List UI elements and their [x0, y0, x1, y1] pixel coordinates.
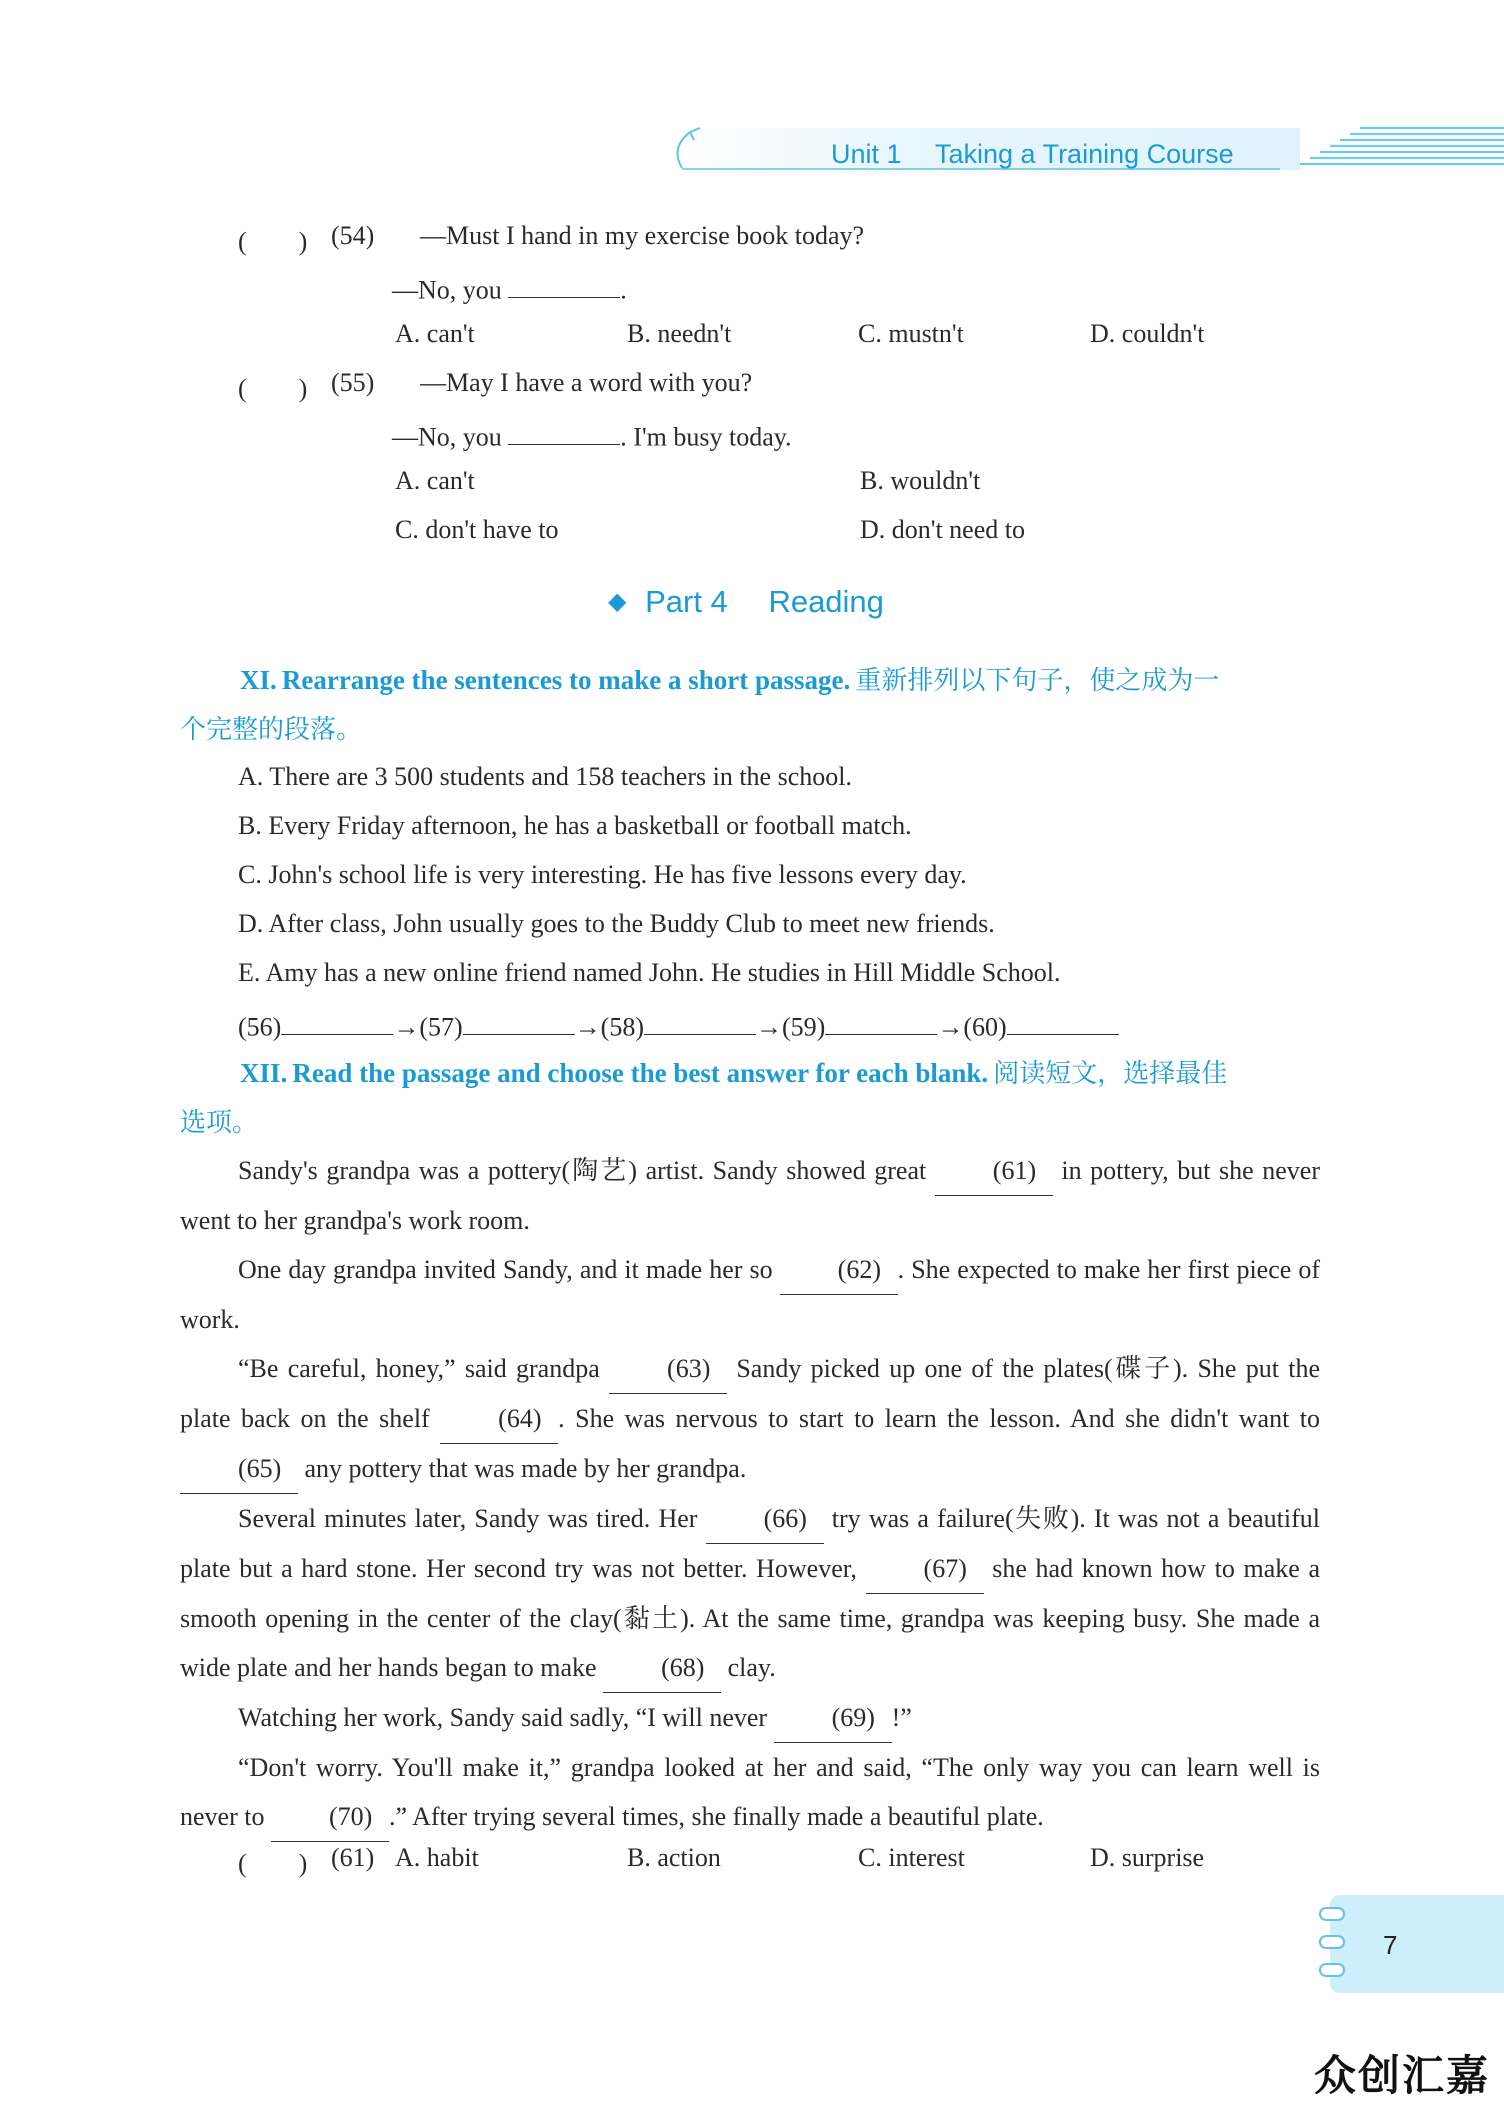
watermark: 众创汇嘉 — [1314, 2051, 1491, 2100]
diamond-icon: ◆ — [608, 588, 627, 615]
question-number: (55) — [331, 368, 375, 397]
instruction-chinese-cont: 个完整的段落。 — [180, 715, 363, 745]
passage-blank[interactable]: (67) — [866, 1544, 984, 1594]
section-numeral: XI. — [240, 665, 277, 695]
order-number: (57) — [419, 1012, 463, 1042]
instruction-english: Rearrange the sentences to make a short passage. — [281, 665, 851, 695]
page-number: 7 — [1383, 1930, 1398, 1960]
passage-blank[interactable]: (69) — [774, 1693, 892, 1743]
passage-blank[interactable]: (63) — [609, 1344, 727, 1394]
sentence-b: B. Every Friday afternoon, he has a basketball or football match. — [238, 811, 912, 840]
page-tab — [1330, 1895, 1504, 1993]
option-d[interactable]: D. couldn't — [1090, 319, 1205, 348]
passage-blank[interactable]: (62) — [780, 1245, 898, 1295]
option-a[interactable]: A. can't — [395, 319, 475, 348]
answer-bracket[interactable]: ( ) — [238, 227, 308, 256]
passage-paragraph: One day grandpa invited Sandy, and it made her so (62) . She expected to make her first piece of work. — [180, 1245, 1320, 1344]
answer-blank[interactable] — [508, 417, 620, 445]
arrow-icon: → — [393, 1012, 420, 1042]
option-c[interactable]: C. interest — [858, 1843, 965, 1872]
sentence-d: D. After class, John usually goes to the Buddy Club to meet new friends. — [238, 909, 995, 938]
question-text: —May I have a word with you? — [420, 368, 753, 397]
option-a[interactable]: A. habit — [395, 1843, 479, 1872]
passage-blank[interactable]: (70) — [271, 1792, 389, 1842]
order-number: (58) — [600, 1012, 644, 1042]
passage — [180, 1146, 1320, 1842]
answer-blank[interactable] — [508, 270, 620, 298]
sentence-c: C. John's school life is very interesting. He has five lessons every day. — [238, 860, 967, 889]
option-c[interactable]: C. don't have to — [395, 515, 559, 544]
reply-suffix: . I'm busy today. — [620, 422, 792, 452]
question-text: —Must I hand in my exercise book today? — [420, 221, 865, 250]
answer-bracket[interactable]: ( ) — [238, 1849, 308, 1878]
instruction-chinese: 重新排列以下句子，使之成为一 — [855, 666, 1220, 696]
section-instruction — [240, 1053, 1227, 1090]
question-number: (61) — [331, 1843, 375, 1872]
passage-paragraph: Sandy's grandpa was a pottery(陶艺) artist. Sandy showed great (61) in pottery, but she never went to her grandpa's work room. — [180, 1146, 1320, 1245]
sentence-a: A. There are 3 500 students and 158 teachers in the school. — [238, 762, 852, 791]
answer-bracket[interactable]: ( ) — [238, 374, 308, 403]
arrow-icon: → — [937, 1012, 964, 1042]
reply-line — [392, 270, 627, 305]
passage-paragraph: Several minutes later, Sandy was tired. Her (66) try was a failure(失败). It was not a beautiful plate but a hard stone. Her second try was not better. However, (67) she had known how to make a smooth opening in the center of the clay(黏土). At the same time, grandpa was keeping busy. She made a wide plate and her hands began to make (68) clay. — [180, 1494, 1320, 1693]
option-d[interactable]: D. surprise — [1090, 1843, 1205, 1872]
order-number: (60) — [963, 1012, 1007, 1042]
passage-blank[interactable]: (64) — [440, 1394, 558, 1444]
part-heading — [608, 584, 884, 620]
option-b[interactable]: B. needn't — [627, 319, 732, 348]
instruction-english: Read the passage and choose the best answer for each blank. — [292, 1058, 989, 1088]
option-a[interactable]: A. can't — [395, 466, 475, 495]
order-blank[interactable] — [825, 1007, 937, 1035]
order-number: (59) — [781, 1012, 826, 1042]
passage-blank[interactable]: (68) — [603, 1643, 721, 1693]
passage-blank[interactable]: (61) — [935, 1146, 1053, 1196]
reply-prefix: —No, you — [392, 275, 502, 305]
option-c[interactable]: C. mustn't — [858, 319, 964, 348]
part-name: Reading — [768, 584, 884, 619]
section-instruction — [240, 660, 1219, 697]
order-blank[interactable] — [644, 1007, 756, 1035]
option-b[interactable]: B. action — [627, 1843, 721, 1872]
passage-paragraph: “Don't worry. You'll make it,” grandpa looked at her and said, “The only way you can learn well is never to (70) .” After trying several times, she finally made a beautiful plate. — [180, 1743, 1320, 1842]
binder-rings-icon — [1318, 1902, 1348, 1986]
order-blank[interactable] — [281, 1007, 393, 1035]
reply-line — [392, 417, 792, 452]
option-b[interactable]: B. wouldn't — [860, 466, 981, 495]
passage-paragraph: “Be careful, honey,” said grandpa (63) Sandy picked up one of the plates(碟子). She put the plate back on the shelf (64) . She was nervous to start to learn the lesson. And she didn't want to (65) any pottery that was made by her grandpa. — [180, 1344, 1320, 1494]
section-numeral: XII. — [240, 1058, 288, 1088]
sentence-e: E. Amy has a new online friend named John. He studies in Hill Middle School. — [238, 958, 1061, 987]
header-title: Taking a Training Course — [935, 139, 1234, 169]
order-blank[interactable] — [463, 1007, 575, 1035]
arrow-icon: → — [574, 1012, 601, 1042]
part-label: Part 4 — [645, 584, 728, 619]
passage-blank[interactable]: (65) — [180, 1444, 298, 1494]
reply-suffix: . — [620, 275, 627, 305]
passage-blank[interactable]: (66) — [706, 1494, 824, 1544]
question-number: (54) — [331, 221, 375, 250]
instruction-chinese: 阅读短文，选择最佳 — [993, 1059, 1228, 1089]
arrow-icon: → — [755, 1012, 782, 1042]
reply-prefix: —No, you — [392, 422, 502, 452]
order-blank[interactable] — [1007, 1007, 1119, 1035]
header-unit: Unit 1 — [831, 139, 902, 169]
option-d[interactable]: D. don't need to — [860, 515, 1025, 544]
instruction-chinese-cont: 选项。 — [180, 1108, 259, 1138]
passage-paragraph: Watching her work, Sandy said sadly, “I will never (69) !” — [180, 1693, 1320, 1743]
order-answer-row — [238, 1007, 1119, 1042]
order-number: (56) — [238, 1012, 282, 1042]
